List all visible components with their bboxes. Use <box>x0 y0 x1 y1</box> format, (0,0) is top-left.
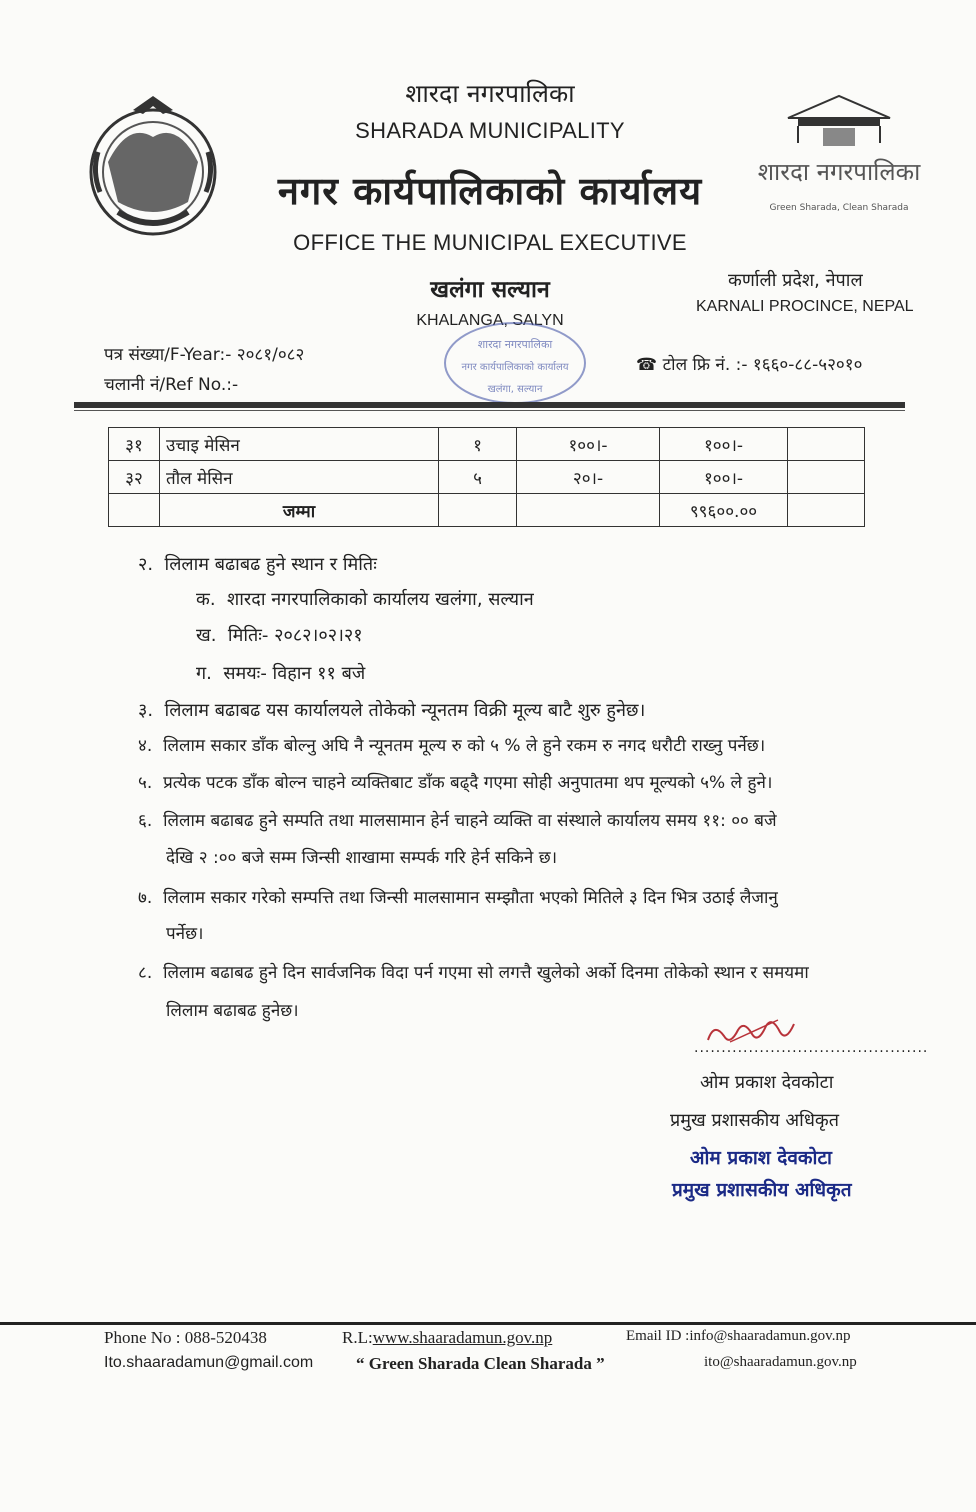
list-item: ८. लिलाम बढाबढ हुने दिन सार्वजनिक विदा पर्न गएमा सो लगत्तै खुलेको अर्को दिनमा तोकेको स्थान र समयमा <box>138 963 809 983</box>
signatory-title: प्रमुख प्रशासकीय अधिकृत <box>670 1110 839 1131</box>
list-item-continued: लिलाम बढाबढ हुनेछ। <box>166 1001 299 1021</box>
letter-number: पत्र संख्या/F-Year:- २०८१/०८२ <box>104 345 305 365</box>
signatory-stamp-title: प्रमुख प्रशासकीय अधिकृत <box>672 1179 852 1201</box>
svg-text:खलंगा, सल्यान: खलंगा, सल्यान <box>487 384 543 395</box>
nepal-emblem-icon <box>78 92 228 242</box>
footer-email-info: Email ID :info@shaaradamun.gov.np <box>626 1328 851 1344</box>
nepali-municipality-name: शारदा नगरपालिका <box>405 79 575 108</box>
header-divider-thin <box>74 410 905 411</box>
signatory-stamp-name: ओम प्रकाश देवकोटा <box>690 1147 832 1169</box>
list-item: ५. प्रत्येक पटक डाँक बोल्न चाहने व्यक्तिबाट डाँक बढ्दै गएमा सोही अनुपातमा थप मूल्यको ५% ले हुने। <box>138 773 773 793</box>
nepali-office-name: नगर कार्यपालिकाको कार्यालय <box>277 169 703 213</box>
english-province: KARNALI PROCINCE, NEPAL <box>696 298 914 315</box>
footer-phone: Phone No : 088-520438 <box>104 1328 267 1347</box>
svg-text:शारदा नगरपालिका: शारदा नगरपालिका <box>477 338 553 351</box>
table-row: ३२ तौल मेसिन ५ २०।- १००।- <box>109 461 865 494</box>
svg-text:नगर कार्यपालिकाको कार्यालय: नगर कार्यपालिकाको कार्यालय <box>461 362 569 373</box>
list-item: ख. मितिः- २०८२।०२।२१ <box>196 625 363 646</box>
table-row: ३१ उचाइ मेसिन १ १००।- १००।- <box>109 428 865 461</box>
english-place: KHALANGA, SALYN <box>416 312 564 329</box>
list-item: ७. लिलाम सकार गरेको सम्पत्ति तथा जिन्सी मालसामान सम्झौता भएको मितिले ३ दिन भित्र उठाई लैजानु <box>138 888 778 908</box>
list-item: क. शारदा नगरपालिकाको कार्यालय खलंगा, सल्यान <box>196 589 534 610</box>
list-item: ३. लिलाम बढाबढ यस कार्यालयले तोकेको न्यूनतम विक्री मूल्य बाटै शुरु हुनेछ। <box>138 700 646 721</box>
table-total-row <box>109 494 865 527</box>
phone-icon: ☎ <box>636 355 658 375</box>
nepali-province: कर्णाली प्रदेश, नेपाल <box>728 270 863 291</box>
signatory-name: ओम प्रकाश देवकोटा <box>700 1072 834 1093</box>
list-item: ग. समयः- विहान ११ बजे <box>196 663 366 684</box>
signature-line: ........................................... <box>694 1040 929 1056</box>
list-item-continued: देखि २ :०० बजे सम्म जिन्सी शाखामा सम्पर्क गरि हेर्न सकिने छ। <box>166 848 558 868</box>
nepali-place: खलंगा सल्यान <box>430 277 550 303</box>
list-item: ४. लिलाम सकार डाँक बोल्नु अघि नै न्यूनतम मूल्य रु को ५ % ले हुने रकम रु नगद धरौटी राख्नु पर्नेछ। <box>138 736 766 756</box>
total-value: ९९६००.०० <box>660 494 788 527</box>
list-item-continued: पर्नेछ। <box>166 924 204 944</box>
footer-website: R.L:www.shaaradamun.gov.np <box>342 1328 553 1347</box>
municipality-logo-icon <box>757 88 921 230</box>
footer-email-ito: ito@shaaradamun.gov.np <box>704 1354 857 1370</box>
footer-slogan: “ Green Sharada Clean Sharada ” <box>356 1354 605 1373</box>
english-office-name: OFFICE THE MUNICIPAL EXECUTIVE <box>293 230 687 255</box>
english-municipality-name: SHARADA MUNICIPALITY <box>355 118 625 143</box>
items-table <box>108 427 865 527</box>
svg-text:Green Sharada, Clean Sharada: Green Sharada, Clean Sharada <box>769 203 909 213</box>
website-link[interactable]: www.shaaradamun.gov.np <box>372 1328 553 1347</box>
toll-free-number: ☎ टोल फ्रि नं. :- १६६०-८८-५२०१० <box>636 355 863 375</box>
office-stamp-icon <box>440 318 590 408</box>
footer-divider <box>0 1322 976 1325</box>
header-divider <box>74 402 905 408</box>
list-item: ६. लिलाम बढाबढ हुने सम्पति तथा मालसामान हेर्न चाहने व्यक्ति वा संस्थाले कार्यालय समय ११: ०० बजे <box>138 811 777 831</box>
list-item: २. लिलाम बढाबढ हुने स्थान र मितिः <box>138 554 377 575</box>
reference-number: चलानी नं/Ref No.:- <box>104 375 239 395</box>
svg-text:शारदा नगरपालिका: शारदा नगरपालिका <box>757 158 921 186</box>
footer-email-gmail: Ito.shaaradamun@gmail.com <box>104 1354 314 1371</box>
total-label: जम्मा <box>160 494 439 527</box>
